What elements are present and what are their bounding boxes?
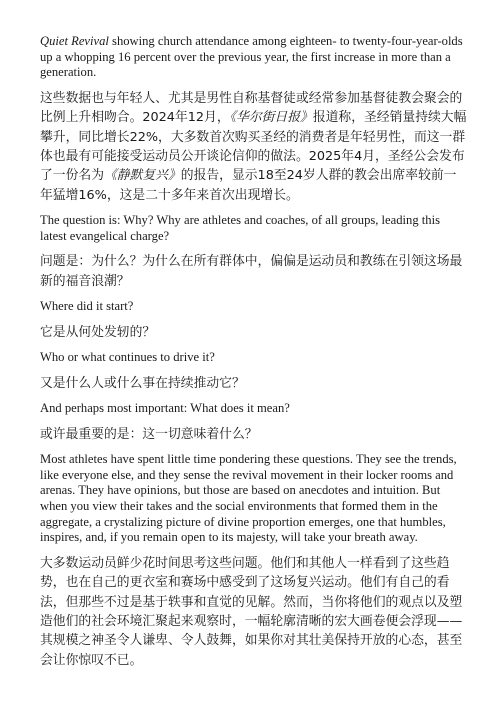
- chinese-paragraph: [40, 374, 468, 393]
- text-segment: The question is: Why? Why are athletes and coaches, of all groups, leading this latest evangelical charge?: [40, 213, 440, 243]
- publication-title-wsj: 《华尔街日报》: [229, 110, 313, 126]
- chinese-paragraph: [40, 252, 468, 291]
- text-segment: And perhaps most important: What does it mean?: [40, 401, 290, 416]
- english-paragraph: [40, 350, 468, 366]
- english-paragraph: [40, 401, 468, 417]
- text-segment: 这些数据也与年轻人、尤其是男性自称基督徒或经常参加基督徒教会聚会的比例上升相吻合。2024年12月，: [40, 90, 463, 126]
- chinese-paragraph: [40, 323, 468, 342]
- chinese-paragraph: [40, 554, 468, 670]
- english-paragraph: [40, 299, 468, 315]
- text-segment: 又是什么人或什么事在持续推动它？: [40, 375, 245, 391]
- text-segment: Who or what continues to drive it?: [40, 350, 215, 365]
- text-segment: 或许最重要的是：这一切意味着什么？: [40, 426, 258, 442]
- text-segment: 大多数运动员鲜少花时间思考这些问题。他们和其他人一样看到了这些趋势，也在自己的更衣室和赛场中感受到了这场复兴运动。他们有自己的看法，但那些不过是基于轶事和直觉的见解。然而，当你将他们的观点以及塑造他们的社会环境汇聚起来观察时，一幅轮廓清晰的宏大画卷便会浮现——其规模之神圣令人谦卑、令人鼓舞，如果你对其壮美保持开放的心态，甚至会让你惊叹不已。: [40, 555, 463, 668]
- book-title-quiet-revival: Quiet Revival: [40, 34, 109, 48]
- text-segment: Where did it start?: [40, 299, 134, 314]
- text-segment: 问题是：为什么？为什么在所有群体中，偏偏是运动员和教练在引领这场最新的福音浪潮？: [40, 254, 463, 289]
- text-segment: showing church attendance among eighteen- to twenty-four-year-olds up a whopping 16 percent over the previous year, the first increase in more than a generation.: [40, 34, 463, 80]
- text-segment: 的报告，显示18至24岁人群的教会出席率较前一年猛增16%，这是二十多年来首次出现增长。: [40, 168, 457, 203]
- document-page: [40, 34, 468, 678]
- english-paragraph: [40, 452, 468, 546]
- report-title-quiet-revival: 《静默复兴》: [103, 168, 181, 184]
- chinese-paragraph: [40, 89, 468, 205]
- english-paragraph: [40, 213, 468, 244]
- english-paragraph: [40, 34, 468, 81]
- text-segment: 报道称，圣经销量持续大幅攀升，同比增长22%，大多数首次购买圣经的消费者是年轻男性，而这一群体也最有可能接受运动员公开谈论信仰的做法。2025年4月，圣经公会发布了一份名为: [40, 110, 467, 184]
- text-segment: Most athletes have spent little time pondering these questions. They see the trends, like everyone else, and they sense the revival movement in their locker rooms and arenas. They have opinions, but those are based on anecdotes and intuition. But when you view their takes and the social environments that formed them in the aggregate, a crystalizing picture of divine proportion emerges, one that humbles, inspires, and, if you remain open to its majesty, will take your breath away.: [40, 452, 457, 545]
- chinese-paragraph: [40, 425, 468, 444]
- text-segment: 它是从何处发轫的？: [40, 324, 156, 340]
